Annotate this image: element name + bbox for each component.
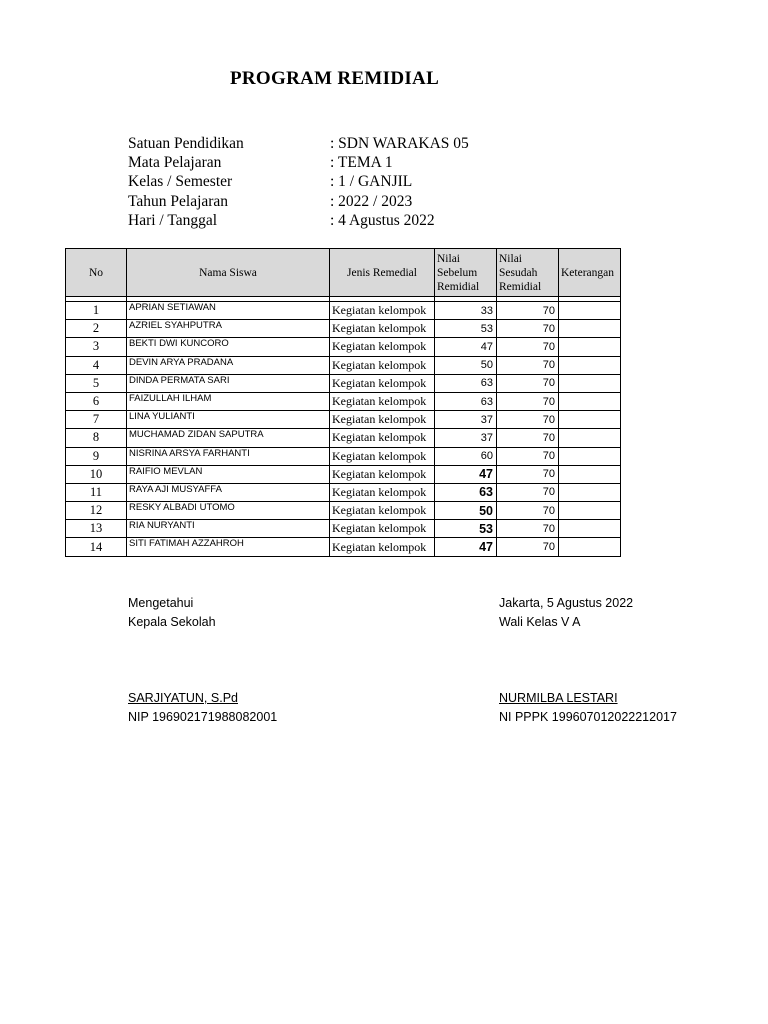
row-no-cell: 5 xyxy=(66,374,127,392)
row-jenis-cell: Kegiatan kelompok xyxy=(330,502,435,520)
row-keterangan-cell xyxy=(559,429,621,447)
header-jenis-remedial: Jenis Remedial xyxy=(330,249,435,297)
table-row xyxy=(66,520,621,538)
row-no-cell: 13 xyxy=(66,520,127,538)
row-no-cell: 8 xyxy=(66,429,127,447)
row-name-cell: LINA YULIANTI xyxy=(127,411,330,429)
row-name-cell: RIA NURYANTI xyxy=(127,520,330,538)
header-line: Sesudah xyxy=(499,266,538,279)
left-signature-line1: Mengetahui xyxy=(128,596,194,610)
row-jenis-cell: Kegiatan kelompok xyxy=(330,356,435,374)
left-signature-line2: Kepala Sekolah xyxy=(128,615,216,629)
right-signature-line2: Wali Kelas V A xyxy=(499,615,581,629)
row-nilai-sebelum-cell: 47 xyxy=(435,538,497,556)
row-jenis-cell: Kegiatan kelompok xyxy=(330,392,435,410)
row-nilai-sebelum-cell: 47 xyxy=(435,338,497,356)
row-nilai-sebelum-cell: 53 xyxy=(435,320,497,338)
table-body xyxy=(66,297,621,557)
row-nilai-sebelum-cell: 53 xyxy=(435,520,497,538)
row-nilai-sebelum-cell: 60 xyxy=(435,447,497,465)
info-label: Kelas / Semester xyxy=(128,173,233,191)
row-keterangan-cell xyxy=(559,356,621,374)
row-nilai-sesudah-cell: 70 xyxy=(497,320,559,338)
row-name-cell: NISRINA ARSYA FARHANTI xyxy=(127,447,330,465)
row-nilai-sebelum-cell: 50 xyxy=(435,502,497,520)
row-no-cell: 11 xyxy=(66,483,127,501)
left-signature-id: NIP 196902171988082001 xyxy=(128,710,278,724)
left-signature-name: SARJIYATUN, S.Pd xyxy=(128,691,238,705)
table-row xyxy=(66,483,621,501)
row-nilai-sebelum-cell: 50 xyxy=(435,356,497,374)
right-signature-id: NI PPPK 199607012022212017 xyxy=(499,710,677,724)
row-nilai-sesudah-cell: 70 xyxy=(497,483,559,501)
header-line: Nilai xyxy=(499,252,522,265)
row-nilai-sebelum-cell: 63 xyxy=(435,374,497,392)
row-no-cell: 4 xyxy=(66,356,127,374)
row-keterangan-cell xyxy=(559,302,621,320)
table-row xyxy=(66,320,621,338)
row-keterangan-cell xyxy=(559,502,621,520)
table-row xyxy=(66,502,621,520)
row-name-cell: BEKTI DWI KUNCORO xyxy=(127,338,330,356)
row-jenis-cell: Kegiatan kelompok xyxy=(330,411,435,429)
header-line: Remidial xyxy=(437,280,480,293)
row-name-cell: DINDA PERMATA SARI xyxy=(127,374,330,392)
row-no-cell: 14 xyxy=(66,538,127,556)
table-header-row xyxy=(66,249,621,297)
header-line: Nilai xyxy=(437,252,460,265)
row-nilai-sesudah-cell: 70 xyxy=(497,392,559,410)
row-nilai-sesudah-cell: 70 xyxy=(497,465,559,483)
header-nilai-sebelum xyxy=(435,249,497,297)
row-no-cell: 7 xyxy=(66,411,127,429)
table-row xyxy=(66,447,621,465)
row-keterangan-cell xyxy=(559,520,621,538)
row-jenis-cell: Kegiatan kelompok xyxy=(330,538,435,556)
document-title: PROGRAM REMIDIAL xyxy=(230,68,440,89)
row-name-cell: MUCHAMAD ZIDAN SAPUTRA xyxy=(127,429,330,447)
table-row xyxy=(66,465,621,483)
header-keterangan: Keterangan xyxy=(559,249,621,297)
table-row xyxy=(66,302,621,320)
table-row xyxy=(66,356,621,374)
row-jenis-cell: Kegiatan kelompok xyxy=(330,483,435,501)
row-nilai-sesudah-cell: 70 xyxy=(497,302,559,320)
row-jenis-cell: Kegiatan kelompok xyxy=(330,374,435,392)
row-no-cell: 3 xyxy=(66,338,127,356)
row-nilai-sesudah-cell: 70 xyxy=(497,502,559,520)
row-no-cell: 2 xyxy=(66,320,127,338)
header-nama-siswa: Nama Siswa xyxy=(127,249,330,297)
row-nilai-sesudah-cell: 70 xyxy=(497,374,559,392)
row-keterangan-cell xyxy=(559,374,621,392)
info-label: Hari / Tanggal xyxy=(128,211,218,229)
row-keterangan-cell xyxy=(559,338,621,356)
row-name-cell: FAIZULLAH ILHAM xyxy=(127,392,330,410)
row-no-cell: 6 xyxy=(66,392,127,410)
table-row xyxy=(66,338,621,356)
info-label: Satuan Pendidikan xyxy=(128,135,244,152)
header-nilai-sesudah xyxy=(497,249,559,297)
table-row xyxy=(66,374,621,392)
row-jenis-cell: Kegiatan kelompok xyxy=(330,320,435,338)
row-nilai-sebelum-cell: 33 xyxy=(435,302,497,320)
info-value: : 4 Agustus 2022 xyxy=(330,211,435,229)
row-jenis-cell: Kegiatan kelompok xyxy=(330,465,435,483)
table-row xyxy=(66,411,621,429)
row-nilai-sebelum-cell: 47 xyxy=(435,465,497,483)
row-nilai-sebelum-cell: 37 xyxy=(435,429,497,447)
row-name-cell: RAIFIO MEVLAN xyxy=(127,465,330,483)
info-label: Tahun Pelajaran xyxy=(128,192,229,210)
row-no-cell: 10 xyxy=(66,465,127,483)
row-nilai-sebelum-cell: 63 xyxy=(435,392,497,410)
info-value: : SDN WARAKAS 05 xyxy=(330,135,469,152)
remedial-table xyxy=(65,248,621,557)
table-row xyxy=(66,429,621,447)
row-keterangan-cell xyxy=(559,411,621,429)
header-line: Remidial xyxy=(499,280,542,293)
row-keterangan-cell xyxy=(559,392,621,410)
row-name-cell: DEVIN ARYA PRADANA xyxy=(127,356,330,374)
row-nilai-sesudah-cell: 70 xyxy=(497,429,559,447)
table-row xyxy=(66,538,621,556)
row-keterangan-cell xyxy=(559,447,621,465)
row-name-cell: AZRIEL SYAHPUTRA xyxy=(127,320,330,338)
info-label: Mata Pelajaran xyxy=(128,154,222,172)
row-name-cell: APRIAN SETIAWAN xyxy=(127,302,330,320)
header-no: No xyxy=(66,249,127,297)
table-row xyxy=(66,392,621,410)
row-keterangan-cell xyxy=(559,538,621,556)
row-name-cell: RAYA AJI MUSYAFFA xyxy=(127,483,330,501)
header-line: Sebelum xyxy=(437,266,478,279)
row-no-cell: 12 xyxy=(66,502,127,520)
row-nilai-sebelum-cell: 63 xyxy=(435,483,497,501)
row-keterangan-cell xyxy=(559,320,621,338)
info-value: : 1 / GANJIL xyxy=(330,173,413,191)
row-nilai-sebelum-cell: 37 xyxy=(435,411,497,429)
row-nilai-sesudah-cell: 70 xyxy=(497,356,559,374)
row-name-cell: RESKY ALBADI UTOMO xyxy=(127,502,330,520)
row-jenis-cell: Kegiatan kelompok xyxy=(330,302,435,320)
row-keterangan-cell xyxy=(559,465,621,483)
right-signature-name: NURMILBA LESTARI xyxy=(499,691,618,705)
row-jenis-cell: Kegiatan kelompok xyxy=(330,447,435,465)
row-jenis-cell: Kegiatan kelompok xyxy=(330,429,435,447)
row-no-cell: 9 xyxy=(66,447,127,465)
row-keterangan-cell xyxy=(559,483,621,501)
row-name-cell: SITI FATIMAH AZZAHROH xyxy=(127,538,330,556)
row-jenis-cell: Kegiatan kelompok xyxy=(330,338,435,356)
right-signature-line1: Jakarta, 5 Agustus 2022 xyxy=(499,596,634,610)
row-nilai-sesudah-cell: 70 xyxy=(497,447,559,465)
row-nilai-sesudah-cell: 70 xyxy=(497,338,559,356)
row-no-cell: 1 xyxy=(66,302,127,320)
row-nilai-sesudah-cell: 70 xyxy=(497,411,559,429)
row-jenis-cell: Kegiatan kelompok xyxy=(330,520,435,538)
row-nilai-sesudah-cell: 70 xyxy=(497,538,559,556)
row-nilai-sesudah-cell: 70 xyxy=(497,520,559,538)
info-value: : TEMA 1 xyxy=(330,154,393,172)
info-value: : 2022 / 2023 xyxy=(330,192,413,210)
